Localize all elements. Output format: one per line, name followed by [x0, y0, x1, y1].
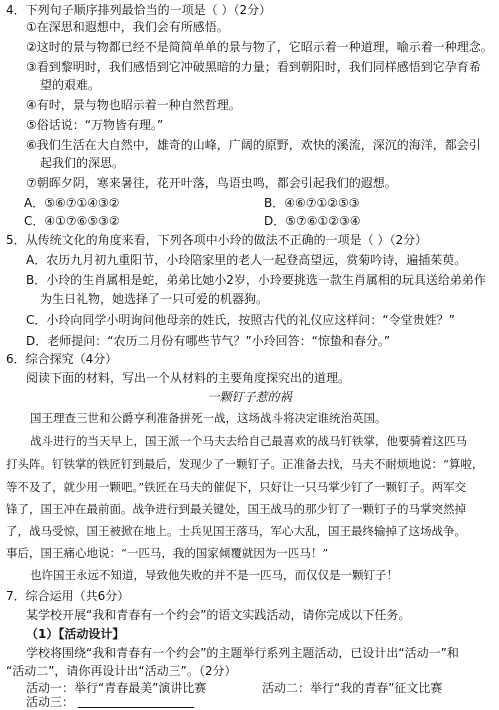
- q4-option-a[interactable]: A．⑤⑥⑦①④③②: [24, 196, 120, 210]
- q6-para-2-line-3: 等不及了，就少用一颗吧。”铁匠在马夫的催促下，只好让一只马掌少钉了一颗钉子。两军交: [6, 480, 467, 494]
- q4-sentence-4: ④有时，景与物也昭示着一种自然哲理。: [26, 98, 241, 112]
- q6-para-2-line-6: 事后，国王痛心地说：“一匹马，我的国家倾覆就因为一匹马！”: [6, 546, 329, 560]
- q4-sentence-2: ②这时的景与物都已经不是简简单单的景与物了，它昭示着一种道理，喻示着一种理念。: [26, 40, 493, 54]
- q7-intro: 某学校开展“我和青春有一个约会”的语文实践活动，请你完成以下任务。: [26, 608, 411, 622]
- q5-option-c[interactable]: C．小玲向同学小明询问他母亲的姓氏，按照古代的礼仪应这样问：“令堂贵姓？”: [26, 313, 455, 327]
- q6-para-3: 也许国王永远不知道，导致他失败的并不是一匹马，而仅仅是一颗钉子！: [30, 568, 398, 582]
- q6-para-1: 国王理查三世和公爵亨利准备拼死一战，这场战斗将决定谁统治英国。: [30, 411, 387, 425]
- q4-sentence-1: ①在深思和遐想中，我们会有所感悟。: [26, 20, 229, 34]
- q6-para-2-line-2: 打头阵。钉铁掌的铁匠钉到最后，发现少了一颗钉子。正准备去找，马夫不耐烦地说：“算啦，: [6, 457, 484, 471]
- q7-activity-3: [26, 694, 495, 710]
- q4-sentence-3-cont: 望的艰难。: [40, 78, 101, 92]
- q6-passage-title: 一颗钉子惹的祸: [207, 390, 292, 404]
- q6-stem: 6．综合探究（4分）: [6, 352, 118, 366]
- q7-activity-2: 活动二：举行“我的青春”征文比赛: [262, 681, 443, 695]
- q7-stem: 7．综合运用（共6分）: [6, 589, 130, 603]
- q6-para-2-line-4: 锋了，国王冲在最前面。战争进行到最关键处，国王战马的那少钉了一颗钉子的马掌突然掉: [6, 502, 466, 516]
- q4-option-c[interactable]: C．④①⑦⑥⑤③②: [24, 214, 120, 228]
- q7-activity-3-answer-blank[interactable]: [78, 695, 194, 708]
- q4-option-b[interactable]: B．④⑥⑦①②⑤③: [264, 196, 360, 210]
- q4-sentence-3: ③看到黎明时，我们感悟到它冲破黑暗的力量；看到朝阳时，我们同样感悟到它孕育希: [26, 60, 481, 74]
- q4-sentence-6: ⑥我们生活在大自然中，雄奇的山峰，广阔的原野，欢快的溪流，深沉的海洋，都会引: [26, 138, 481, 152]
- q6-para-2-line-5: 了，战马受惊，国王被掀在地上。士兵见国王落马，军心大乱，国王最终输掉了这场战争。: [6, 524, 466, 538]
- q7-desc-line-1: 学校将围绕“我和青春有一个约会”的主题举行系列主题活动，已设计出“活动一”和: [26, 646, 459, 660]
- q7-sub1-heading: （1）【活动设计】: [26, 627, 125, 641]
- q7-desc-line-2: “活动二”，请你再设计出“活动三”。（2分）: [6, 664, 237, 678]
- q4-option-d[interactable]: D．⑤⑦⑥①②③④: [264, 214, 361, 228]
- q5-option-d[interactable]: D．老师提问：“农历二月份有哪些节气？”小玲回答：“惊蛰和春分。”: [26, 334, 391, 348]
- q5-option-a[interactable]: A．农历九月初九重阳节，小玲陪家里的老人一起登高望远，赏菊吟诗，遍插茱萸。: [26, 253, 467, 267]
- q5-stem: 5．从传统文化的角度来看，下列各项中小玲的做法不正确的一项是（ ）（2分）: [6, 233, 428, 247]
- q4-sentence-7: ⑦朝晖夕阴，寒来暑往，花开叶落，鸟语虫鸣，都会引起我们的遐想。: [26, 176, 397, 190]
- q5-option-b-cont: 为生日礼物，她选择了一只可爱的机器狗。: [40, 292, 269, 306]
- q7-activity-1: 活动一：举行“青春最美”演讲比赛: [26, 681, 207, 695]
- q5-option-b[interactable]: B．小玲的生肖属相是蛇，弟弟比她小2岁，小玲要挑选一款生肖属相的玩具送给弟弟作: [26, 273, 486, 287]
- q7-activity-3-label: 活动三：: [26, 695, 75, 709]
- q4-sentence-5: ⑤俗话说：“万物皆有理。”: [26, 118, 164, 132]
- q6-para-2: 战斗进行的当天早上，国王派一个马夫去给自己最喜欢的战马钉铁掌，他要骑着这匹马: [30, 434, 467, 448]
- q4-stem: 4．下列句子顺序排列最恰当的一项是（ ）（2分）: [6, 3, 272, 17]
- q4-sentence-6-cont: 起我们的深思。: [40, 156, 125, 170]
- q6-intro: 阅读下面的材料，写出一个从材料的主要角度探究出的道理。: [26, 371, 351, 385]
